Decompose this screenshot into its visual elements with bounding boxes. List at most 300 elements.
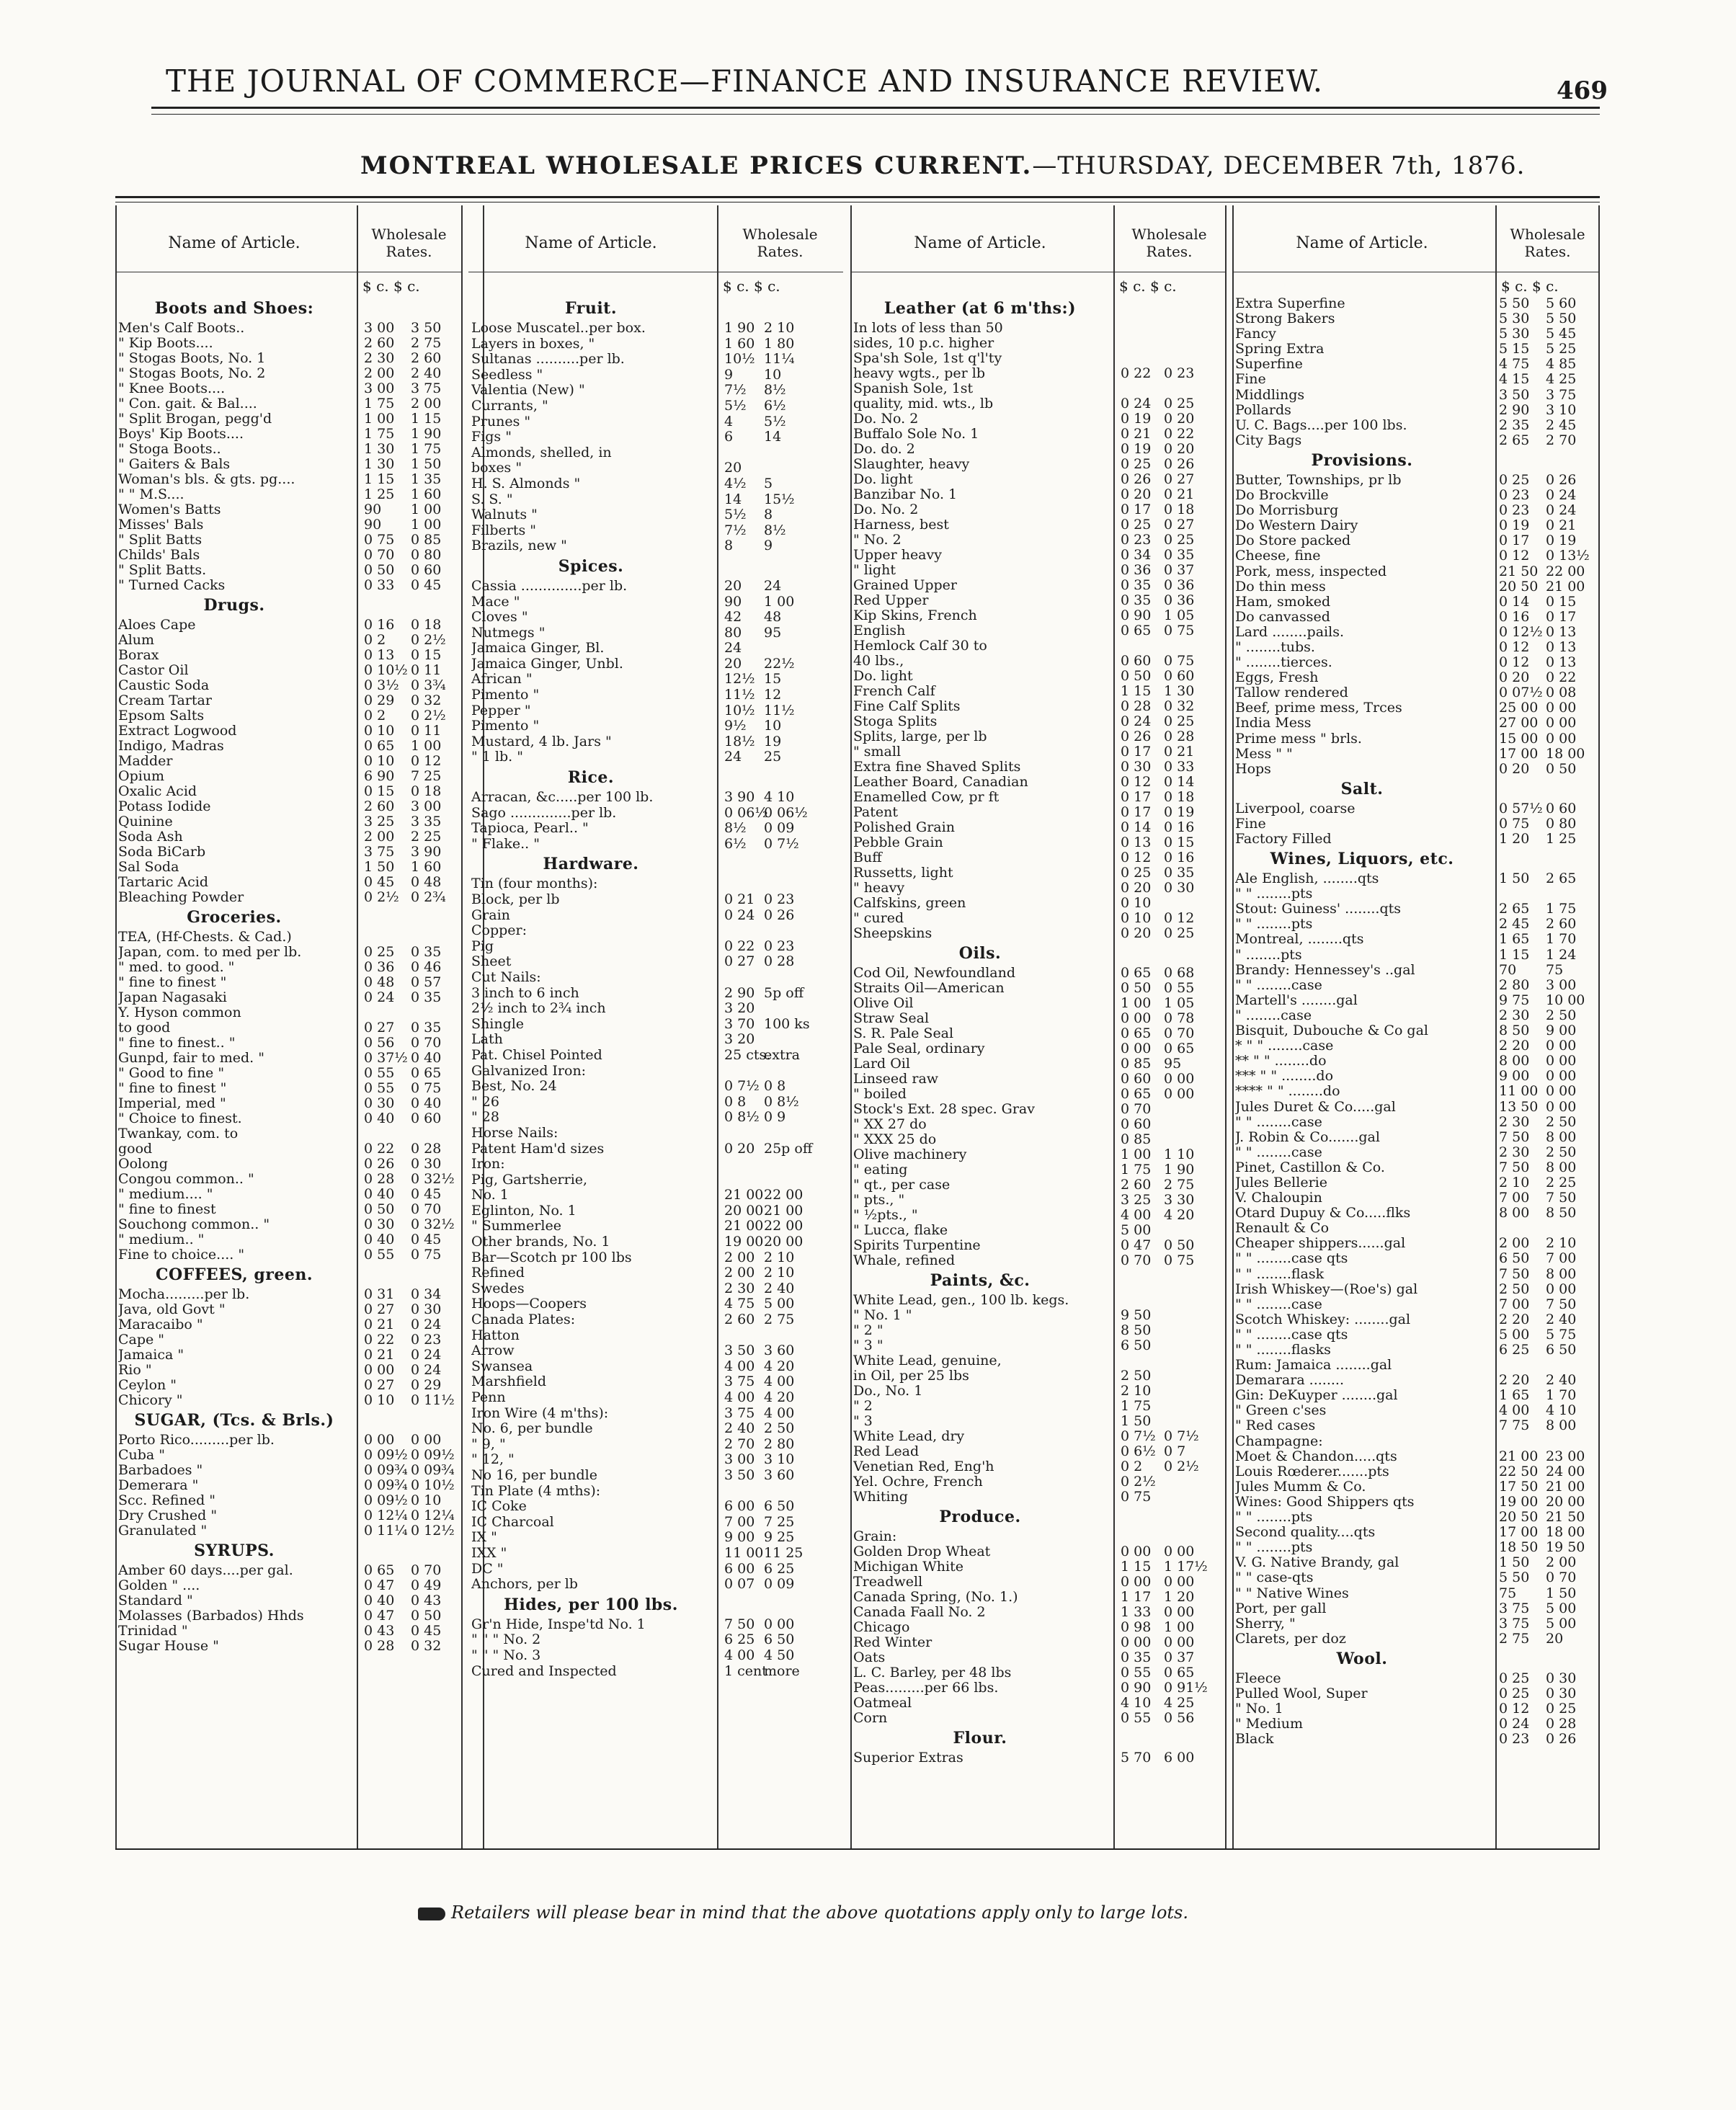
price-row <box>115 633 461 648</box>
article-name: Barbadoes " <box>118 1463 203 1478</box>
price-row <box>115 351 461 366</box>
price-row <box>1232 700 1600 716</box>
price-row <box>1232 418 1600 433</box>
article-name: Cured and Inspected <box>471 1663 617 1679</box>
rate-low: 11½ <box>724 687 755 703</box>
price-row <box>850 1750 1225 1766</box>
rate-low: 2 30 <box>1499 1144 1530 1160</box>
rate-high: 0 00 <box>1546 1068 1577 1085</box>
article-name: " Red cases <box>1235 1418 1316 1434</box>
price-row <box>850 729 1225 744</box>
price-row <box>1232 871 1600 886</box>
article-name: Montreal, ........qts <box>1235 932 1364 948</box>
price-row <box>850 1474 1225 1490</box>
article-name: Do thin mess <box>1235 579 1326 595</box>
rate-high: 0 20 <box>1164 411 1195 427</box>
price-row <box>468 923 843 939</box>
article-name: " ........tierces. <box>1235 655 1332 671</box>
rate-high: 0 48 <box>411 874 442 890</box>
price-row <box>850 487 1225 502</box>
article-name: Buffalo Sole No. 1 <box>853 427 979 442</box>
header-rule-thin <box>151 114 1600 115</box>
article-name: " Con. gait. & Bal.... <box>118 396 257 411</box>
rate-low: 0 40 <box>364 1110 395 1126</box>
rate-high: 10 <box>764 718 782 734</box>
rate-high: 3 60 <box>764 1343 795 1359</box>
rate-high: 0 9 <box>764 1109 786 1126</box>
rate-low: 14 <box>724 491 742 507</box>
section-heading: SUGAR, (Tcs. & Brls.) <box>134 1411 334 1430</box>
rate-high: 20 00 <box>1546 1493 1585 1510</box>
article-name: " No. 1 " <box>853 1308 912 1323</box>
article-name: Lath <box>471 1032 503 1048</box>
article-name: Pimento " <box>471 718 540 734</box>
price-row <box>115 381 461 396</box>
article-name: Penn <box>471 1390 506 1405</box>
price-row <box>850 896 1225 911</box>
rate-low: 18 50 <box>1499 1539 1539 1556</box>
rate-low: 9½ <box>724 718 747 734</box>
rate-high: 0 30 <box>411 1156 442 1172</box>
article-name: Imperial, med " <box>118 1096 226 1111</box>
rate-low: 0 22 <box>724 938 755 954</box>
price-row <box>850 1399 1225 1414</box>
rate-low: 27 00 <box>1499 715 1539 731</box>
article-name: IC Coke <box>471 1499 527 1515</box>
rate-low: 3 75 <box>1499 1600 1530 1616</box>
rate-low: 9 00 <box>724 1529 755 1546</box>
rate-high: 24 00 <box>1546 1463 1585 1479</box>
rate-high: 8 00 <box>1546 1417 1577 1434</box>
column-header-rates-sub: Rates. <box>1146 243 1193 260</box>
price-row <box>850 1575 1225 1590</box>
rate-low: 0 47 <box>364 1577 395 1593</box>
rate-low: 0 27 <box>364 1020 395 1036</box>
rate-high: more <box>764 1662 800 1679</box>
rate-low: 0 48 <box>364 974 395 990</box>
price-row <box>468 1141 843 1157</box>
rate-high: 2 50 <box>764 1420 795 1437</box>
rate-low: 3 00 <box>364 320 395 336</box>
price-row <box>850 1011 1225 1026</box>
rate-low: 8 00 <box>1499 1053 1530 1069</box>
price-row <box>115 1247 461 1263</box>
rate-low: 10½ <box>724 702 755 718</box>
rate-high: 0 35 <box>411 989 442 1005</box>
article-name: " ........pts <box>1235 947 1302 963</box>
price-row <box>115 1563 461 1578</box>
rate-low: 0 2 <box>364 708 386 724</box>
rate-low: 0 17 <box>1121 502 1152 517</box>
price-row <box>468 1032 843 1048</box>
article-name: Gunpd, fair to med. " <box>118 1051 264 1066</box>
price-row <box>115 875 461 890</box>
rate-high: 0 85 <box>411 532 442 548</box>
article-name: Bleaching Powder <box>118 890 244 905</box>
article-name: Extra fine Shaved Splits <box>853 760 1021 775</box>
rate-high: 21 00 <box>1546 1478 1585 1495</box>
rate-high: 0 15 <box>1546 593 1577 610</box>
price-row <box>850 1132 1225 1147</box>
rate-low: 4 00 <box>724 1358 755 1374</box>
price-row <box>850 911 1225 926</box>
article-name: White Lead, genuine, <box>853 1353 1002 1368</box>
price-row <box>850 805 1225 820</box>
price-row <box>850 684 1225 699</box>
column-header-rates: Wholesale <box>371 226 447 243</box>
price-row <box>115 1036 461 1051</box>
rate-low: 0 07½ <box>1499 685 1543 701</box>
price-row <box>1232 403 1600 418</box>
rate-low: 3 25 <box>1121 1192 1152 1208</box>
article-name: heavy wgts., per lb <box>853 366 986 381</box>
rate-high: 4 85 <box>1546 356 1577 373</box>
price-row <box>115 578 461 593</box>
column-rows <box>115 296 461 1654</box>
price-row <box>468 1648 843 1664</box>
rate-high: 1 20 <box>1164 1589 1195 1605</box>
rate-high: 0 43 <box>411 1593 442 1608</box>
article-name: India Mess <box>1235 716 1312 731</box>
rate-high: extra <box>764 1046 801 1063</box>
rate-high: 0 13½ <box>1546 548 1590 564</box>
article-name: Do. do. 2 <box>853 442 915 457</box>
rate-low: 0 75 <box>1121 1489 1152 1505</box>
price-row <box>115 396 461 411</box>
rate-low: 0 3½ <box>364 677 399 693</box>
article-name: " fine to finest.. " <box>118 1036 236 1051</box>
rate-high: 1 15 <box>411 411 442 427</box>
rate-high: 15 <box>764 671 782 687</box>
rate-low: 1 00 <box>364 411 395 427</box>
article-name: Eglinton, No. 1 <box>471 1203 577 1219</box>
rate-high: 9 00 <box>1546 1023 1577 1039</box>
rate-high: 22½ <box>764 655 795 672</box>
section-heading: Oils. <box>958 944 1002 963</box>
rate-low: 0 00 <box>1121 1634 1152 1650</box>
article-name: Almonds, shelled, in <box>471 445 612 460</box>
price-row <box>850 1087 1225 1102</box>
rate-low: 0 37½ <box>364 1050 408 1066</box>
price-row <box>468 507 843 523</box>
article-name: " Flake.. " <box>471 836 540 852</box>
rate-low: 4 75 <box>1499 356 1530 373</box>
rate-low: 0 33 <box>364 577 395 593</box>
rate-high: 12 <box>764 687 782 703</box>
article-name: Chicory " <box>118 1393 183 1408</box>
price-row <box>850 881 1225 896</box>
rate-high: 0 24 <box>1546 487 1577 504</box>
rate-high: 6 25 <box>764 1560 795 1577</box>
price-row <box>468 460 843 476</box>
column-header-rates-sub: Rates. <box>757 243 804 260</box>
price-row <box>115 1624 461 1639</box>
article-name: Woman's bls. & gts. pg.... <box>118 472 295 487</box>
rate-high: 0 60 <box>1546 800 1577 816</box>
rate-low: 0 25 <box>364 944 395 960</box>
article-name: Polished Grain <box>853 820 955 835</box>
pointing-hand-icon <box>418 1908 445 1920</box>
rate-high: 0 75 <box>411 1080 442 1096</box>
price-row <box>1232 518 1600 533</box>
price-row <box>115 769 461 784</box>
rate-low: 0 19 <box>1121 411 1152 427</box>
price-row <box>468 1095 843 1110</box>
price-row <box>1232 1686 1600 1701</box>
rate-low: 0 21 <box>724 891 755 907</box>
rate-high: 0 32 <box>411 693 442 708</box>
article-name: Stock's Ext. 28 spec. Grav <box>853 1102 1035 1117</box>
rate-high: 0 3¾ <box>411 677 446 693</box>
rate-low: 0 2½ <box>364 889 399 905</box>
price-row <box>1232 1343 1600 1358</box>
rate-high: 0 32 <box>411 1638 442 1654</box>
rate-low: 1 25 <box>364 486 395 502</box>
price-row <box>115 1157 461 1172</box>
article-name: Misses' Bals <box>118 517 204 533</box>
header-rule <box>151 107 1600 109</box>
section-heading: Wool. <box>1336 1649 1388 1668</box>
rate-high: 3 30 <box>1164 1192 1195 1208</box>
rate-high: 5 25 <box>1546 341 1577 357</box>
rate-low: 0 25 <box>1121 517 1152 533</box>
rate-high: 0 21 <box>1164 744 1195 760</box>
rate-high: 8½ <box>764 382 786 399</box>
article-name: Bisquit, Dubouche & Co gal <box>1235 1023 1428 1039</box>
price-row <box>115 945 461 960</box>
rate-high: 1 35 <box>411 471 442 487</box>
rate-low: 0 20 <box>1121 880 1152 896</box>
article-name: Oxalic Acid <box>118 784 197 799</box>
price-row <box>468 1219 843 1234</box>
price-row <box>850 1444 1225 1459</box>
article-name: Ham, smoked <box>1235 594 1331 610</box>
section-heading: SYRUPS. <box>194 1541 275 1560</box>
article-name: Prunes " <box>471 414 531 429</box>
rate-high: 1 00 <box>411 517 442 533</box>
rate-low: 0 30 <box>364 1216 395 1232</box>
article-name: Gr'n Hide, Inspe'td No. 1 <box>471 1616 646 1632</box>
price-row <box>468 1374 843 1390</box>
rate-high: 0 7½ <box>764 835 799 852</box>
rate-high: 2 10 <box>764 320 795 336</box>
rate-high: 0 7½ <box>1164 1428 1199 1444</box>
rate-low: 1 15 <box>1121 683 1152 699</box>
article-name: " " case-qts <box>1235 1570 1314 1586</box>
article-name: Tin Plate (4 mths): <box>471 1483 601 1499</box>
price-row <box>468 1617 843 1633</box>
rate-low: 1 75 <box>364 396 395 411</box>
rate-high: 1 75 <box>1546 901 1577 917</box>
price-row <box>468 1421 843 1437</box>
rate-low: 20 <box>724 460 742 476</box>
article-name: No 16, per bundle <box>471 1467 598 1483</box>
article-name: Tallow rendered <box>1235 685 1348 701</box>
rate-low: 0 40 <box>364 1232 395 1247</box>
article-name: Jamaica Ginger, Unbl. <box>471 656 623 672</box>
rate-low: 0 25 <box>1499 471 1530 488</box>
article-name: Layers in boxes, " <box>471 336 595 352</box>
rate-high: 0 50 <box>1546 760 1577 777</box>
section-heading: Provisions. <box>1311 450 1413 470</box>
rate-high: 95 <box>764 624 782 641</box>
rate-low: 3 50 <box>724 1466 755 1483</box>
rate-low: 2 60 <box>364 798 395 814</box>
article-name: U. C. Bags....per 100 lbs. <box>1235 417 1407 433</box>
section-heading: Hides, per 100 lbs. <box>504 1595 678 1614</box>
rate-low: 0 90 <box>1121 607 1152 623</box>
rate-high: 0 08 <box>1546 685 1577 701</box>
rate-low: 7 00 <box>724 1513 755 1530</box>
price-row <box>1232 1100 1600 1115</box>
price-row <box>468 986 843 1002</box>
price-row <box>850 548 1225 563</box>
rate-low: 0 20 <box>1121 925 1152 941</box>
article-name: City Bags <box>1235 432 1302 448</box>
rate-high: 6 50 <box>1546 1342 1577 1358</box>
article-name: Swedes <box>471 1281 525 1296</box>
article-name: Extra Superfine <box>1235 296 1345 311</box>
price-row <box>468 523 843 539</box>
article-name: " Turned Cacks <box>118 578 226 593</box>
price-row <box>1232 610 1600 625</box>
price-row <box>115 442 461 457</box>
article-name: Pork, mess, inspected <box>1235 564 1387 579</box>
rate-low: 2 90 <box>724 984 755 1001</box>
article-name: Scotch Whiskey: ........gal <box>1235 1312 1411 1327</box>
price-row <box>1232 1038 1600 1054</box>
price-row <box>468 1001 843 1017</box>
rate-low: 2 60 <box>1121 1177 1152 1193</box>
price-row <box>115 860 461 875</box>
rate-low: 90 <box>724 593 742 610</box>
price-row <box>850 321 1225 336</box>
rate-high: 0 65 <box>411 1065 442 1081</box>
rate-high: 0 2½ <box>1164 1459 1199 1474</box>
footer-note <box>418 1902 1188 1923</box>
rate-high: 20 00 <box>764 1234 804 1250</box>
article-name: Iron Wire (4 m'ths): <box>471 1405 609 1421</box>
rate-high: 0 28 <box>1546 1716 1577 1732</box>
price-row <box>115 1126 461 1141</box>
rate-high: 2 75 <box>1164 1177 1195 1193</box>
article-name: " Knee Boots.... <box>118 381 226 396</box>
rate-high: 100 ks <box>764 1015 810 1032</box>
price-row <box>850 1238 1225 1253</box>
rate-high: 10 00 <box>1546 992 1585 1008</box>
rate-low: 0 40 <box>364 1593 395 1608</box>
article-name: quality, mid. wts., lb <box>853 396 994 411</box>
price-row <box>850 1193 1225 1208</box>
article-name: Seedless " <box>471 367 543 383</box>
rate-high: 0 65 <box>1164 1041 1195 1056</box>
price-row <box>850 593 1225 608</box>
rate-low: 4 75 <box>724 1296 755 1312</box>
rate-low: 2 20 <box>1499 1372 1530 1389</box>
article-name: Figs " <box>471 429 512 445</box>
article-name: English <box>853 623 906 638</box>
rate-high: 0 17 <box>1546 608 1577 625</box>
price-row <box>850 790 1225 805</box>
article-name: Jamaica " <box>118 1348 184 1363</box>
price-row <box>850 442 1225 457</box>
rate-low: 5 30 <box>1499 311 1530 327</box>
rate-high: 25 <box>764 749 782 765</box>
rate-high: 0 30 <box>1164 880 1195 896</box>
article-name: Other brands, No. 1 <box>471 1234 610 1250</box>
rate-low: 2 90 <box>1499 401 1530 418</box>
price-column-4 <box>1232 205 1600 1848</box>
rate-low: 4 00 <box>1121 1207 1152 1223</box>
rate-low: 6½ <box>724 835 747 852</box>
rate-low: 6 50 <box>1121 1337 1152 1353</box>
article-name: Standard " <box>118 1593 193 1608</box>
rate-low: 0 47 <box>1121 1237 1152 1253</box>
rate-high: 3 00 <box>1546 976 1577 993</box>
article-name: " qt., per case <box>853 1178 951 1193</box>
article-name: " medium.... " <box>118 1187 213 1202</box>
rate-low: 2 00 <box>1499 1235 1530 1252</box>
rate-high: 0 00 <box>1164 1634 1195 1650</box>
rate-low: 0 85 <box>1121 1056 1152 1072</box>
price-row <box>1232 1115 1600 1130</box>
rate-low: 2 20 <box>1499 1311 1530 1327</box>
price-row <box>115 1493 461 1508</box>
price-row <box>468 1452 843 1468</box>
rate-high: 3 60 <box>764 1466 795 1483</box>
article-name: Peas.........per 66 lbs. <box>853 1681 999 1696</box>
price-row <box>468 352 843 368</box>
column-rows <box>850 296 1225 1766</box>
price-row <box>1232 716 1600 731</box>
price-row <box>115 427 461 442</box>
price-row <box>115 708 461 724</box>
price-row <box>1232 473 1600 488</box>
rate-low: 0 12 <box>1499 654 1530 671</box>
rate-low: 0 26 <box>364 1156 395 1172</box>
price-row <box>1232 978 1600 993</box>
rate-high: 3 10 <box>1546 401 1577 418</box>
article-name: *** " " ........do <box>1235 1069 1334 1085</box>
column-rows <box>468 296 843 1679</box>
price-row <box>850 926 1225 941</box>
price-row <box>850 1293 1225 1308</box>
rate-low: 1 cent <box>724 1662 767 1679</box>
price-row <box>468 1234 843 1250</box>
price-row <box>850 1368 1225 1384</box>
rate-high: 0 24 <box>411 1362 442 1378</box>
price-row <box>1232 1495 1600 1510</box>
article-name: Amber 60 days....per gal. <box>118 1563 293 1578</box>
rate-low: 3 75 <box>724 1405 755 1421</box>
article-name: " " ........case <box>1235 1114 1322 1130</box>
article-name: Grain: <box>853 1529 897 1544</box>
rate-high: 0 65 <box>1164 1665 1195 1681</box>
price-row <box>468 399 843 414</box>
rate-high: 23 00 <box>1546 1448 1585 1464</box>
rate-low: 0 65 <box>1121 623 1152 638</box>
rate-low: 0 25 <box>1121 456 1152 472</box>
price-row <box>1232 1525 1600 1540</box>
price-row <box>1232 372 1600 387</box>
price-row <box>1232 1069 1600 1084</box>
rate-high: 21 00 <box>1546 578 1585 595</box>
rate-high: 0 24 <box>411 1317 442 1332</box>
article-name: Oats <box>853 1650 886 1665</box>
price-row <box>115 1187 461 1202</box>
article-name: Enamelled Cow, pr ft <box>853 790 1000 805</box>
rate-high: 0 36 <box>1164 577 1195 593</box>
